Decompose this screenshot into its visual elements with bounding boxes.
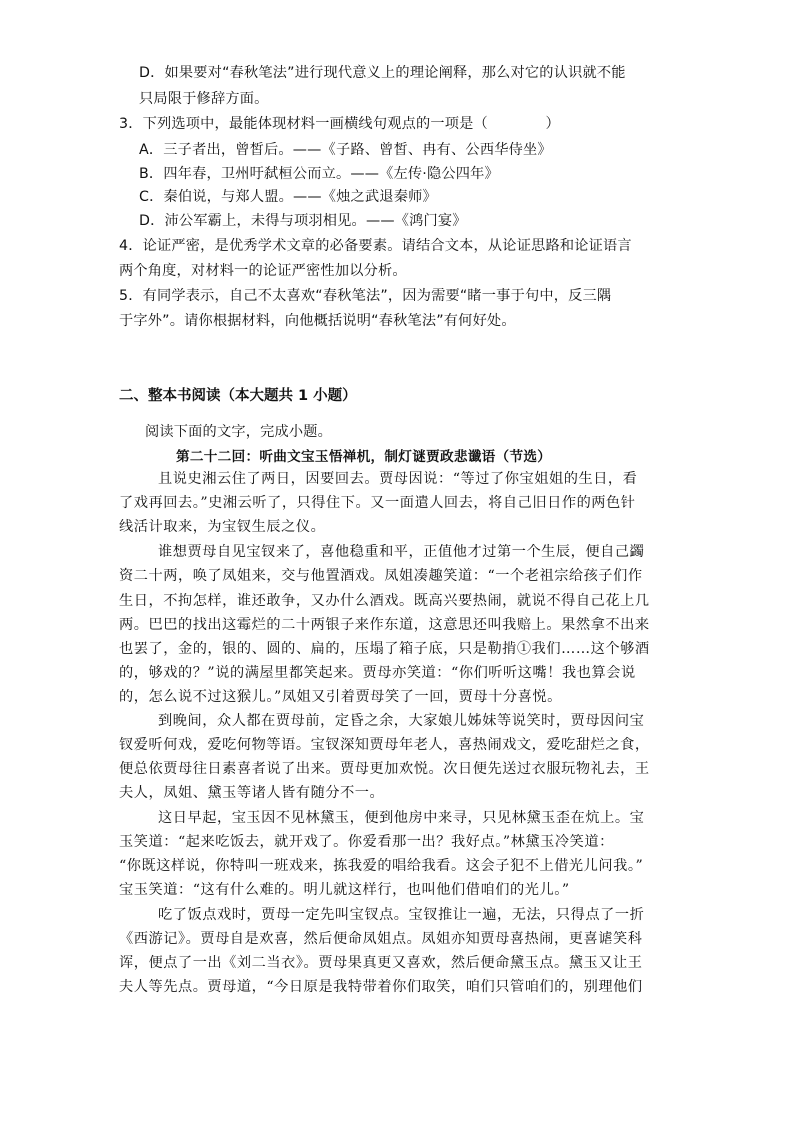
excerpt-line: 玉笑道：“起来吃饭去，就开戏了。你爱看那一出？我好点。”林黛玉冷笑道： xyxy=(119,834,614,850)
q3-option-b: B．四年春，卫州吁弑桓公而立。——《左传·隐公四年》 xyxy=(139,166,499,182)
excerpt-line: 钗爱听何戏，爱吃何物等语。宝钗深知贾母年老人，喜热闹戏文，爱吃甜烂之食， xyxy=(119,737,650,753)
excerpt-line: 也罢了，金的，银的、圆的、扁的，压塌了箱子底，只是勒掯①我们……这个够酒 xyxy=(119,641,650,657)
section-heading: 二、整本书阅读（本大题共 1 小题） xyxy=(119,388,357,404)
excerpt-line: “你既这样说，你特叫一班戏来，拣我爱的唱给我看。这会子犯不上借光儿问我。” xyxy=(119,858,644,874)
excerpt-line: 这日早起，宝玉因不见林黛玉，便到他房中来寻，只见林黛玉歪在炕上。宝 xyxy=(158,810,645,826)
q3-option-d: D．沛公军霸上，未得与项羽相见。——《鸿门宴》 xyxy=(139,213,467,229)
excerpt-line: 《西游记》。贾母自是欢喜，然后便命凤姐点。凤姐亦知贾母喜热闹，更喜谑笑科 xyxy=(119,931,643,947)
q2-option-d-line2: 只局限于修辞方面。 xyxy=(139,91,269,107)
excerpt-line: 生日，不拘怎样，谁还敢争，又办什么酒戏。既高兴要热闹，就说不得自己花上几 xyxy=(119,593,650,609)
q3-stem: 3．下列选项中，最能体现材料一画横线句观点的一项是（ ） xyxy=(119,116,560,132)
excerpt-line: 谁想贾母自见宝钗来了，喜他稳重和平，正值他才过第一个生辰，便自己蠲 xyxy=(158,544,645,560)
section-instruction: 阅读下面的文字，完成小题。 xyxy=(145,424,333,440)
q4-line2: 两个角度，对材料一的论证严密性加以分析。 xyxy=(119,263,407,279)
excerpt-line: 到晚间，众人都在贾母前，定昏之余，大家娘儿姊妹等说笑时，贾母因问宝 xyxy=(158,713,645,729)
excerpt-line: 宝玉笑道：“这有什么难的。明儿就这样行，也叫他们借咱们的光儿。” xyxy=(119,882,570,898)
q3-option-a: A．三子者出，曾皙后。——《子路、曾皙、冉有、公西华侍坐》 xyxy=(139,142,552,158)
excerpt-line: 的，够戏的？”说的满屋里都笑起来。贾母亦笑道：“你们听听这嘴！我也算会说 xyxy=(119,665,636,681)
excerpt-title: 第二十二回：听曲文宝玉悟禅机，制灯谜贾政悲谶语（节选） xyxy=(176,449,552,465)
q3-option-c: C．秦伯说，与郑人盟。——《烛之武退秦师》 xyxy=(139,189,437,205)
q5-line1: 5．有同学表示，自己不太喜欢“春秋笔法”，因为需要“睹一事于句中，反三隅 xyxy=(119,288,612,304)
excerpt-line: 资二十两，唤了凤姐来，交与他置酒戏。凤姐凑趣笑道：“一个老祖宗给孩子们作 xyxy=(119,568,643,584)
q5-line2: 于字外”。请你根据材料，向他概括说明“春秋笔法”有何好处。 xyxy=(119,313,516,329)
excerpt-line: 便总依贾母往日素喜者说了出来。贾母更加欢悦。次日便先送过衣服玩物礼去，王 xyxy=(119,761,650,777)
excerpt-line: 夫人，凤姐、黛玉等诸人皆有随分不一。 xyxy=(119,785,385,801)
excerpt-line: 吃了饭点戏时，贾母一定先叫宝钗点。宝钗推让一遍，无法，只得点了一折 xyxy=(158,907,645,923)
q4-line1: 4．论证严密，是优秀学术文章的必备要素。请结合文本，从论证思路和论证语言 xyxy=(119,238,632,254)
excerpt-line: 两。巴巴的找出这霉烂的二十两银子来作东道，这意思还叫我赔上。果然拿不出来 xyxy=(119,617,650,633)
excerpt-line: 且说史湘云住了两日，因要回去。贾母因说：“等过了你宝姐姐的生日，看 xyxy=(158,471,638,487)
excerpt-line: 了戏再回去。”史湘云听了，只得住下。又一面遣人回去，将自己旧日作的两色针 xyxy=(119,495,636,511)
excerpt-line: 诨，便点了一出《刘二当衣》。贾母果真更又喜欢，然后便命黛玉点。黛玉又让王 xyxy=(119,955,643,971)
excerpt-line: 夫人等先点。贾母道，“今日原是我特带着你们取笑，咱们只管咱们的，别理他们 xyxy=(119,979,643,995)
excerpt-line: 线活计取来，为宝钗生辰之仪。 xyxy=(119,519,326,535)
q2-option-d-line1: D．如果要对“春秋笔法”进行现代意义上的理论阐释，那么对它的认识就不能 xyxy=(139,65,626,81)
excerpt-line: 的，怎么说不过这猴儿。”凤姐又引着贾母笑了一回，贾母十分喜悦。 xyxy=(119,689,562,705)
